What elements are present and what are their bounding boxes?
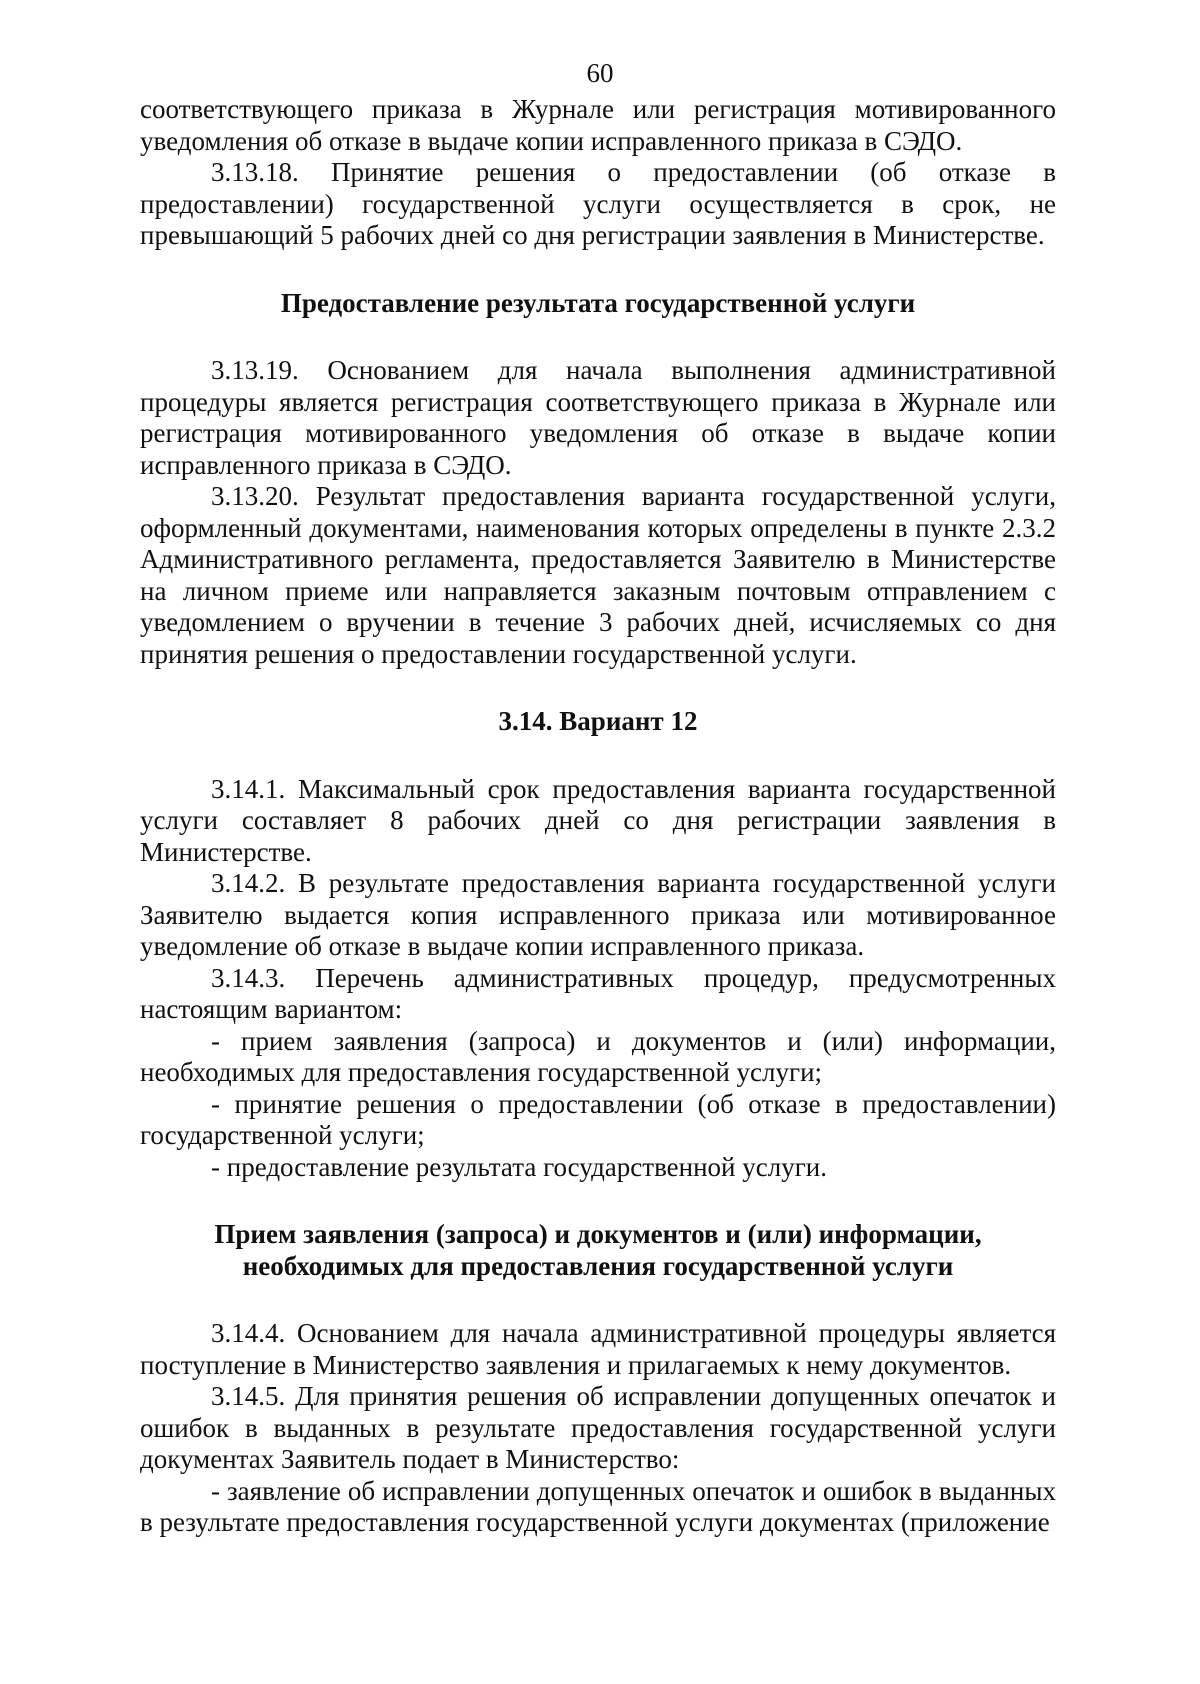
list-item: - предоставление результата государственной услуги. (211, 1151, 827, 1182)
document-body (140, 94, 1056, 1539)
page-number: 60 (586, 58, 614, 88)
list-item: - прием заявления (запроса) и документов и (или) информации, необходимых для предоставления государственной услуги; (140, 1025, 1056, 1087)
section-heading: 3.14. Вариант 12 (498, 706, 698, 736)
section-heading-line: необходимых для предоставления государственной услуги (242, 1250, 954, 1281)
paragraph: 3.14.1. Максимальный срок предоставления варианта государственной услуги составляет 8 рабочих дней со дня регистрации заявления в Министерстве. (140, 773, 1056, 867)
section-heading-line: Прием заявления (запроса) и документов и (или) информации, (214, 1219, 982, 1249)
list-item: - заявление об исправлении допущенных опечаток и ошибок в выданных в результате предоставления государственной услуги документах (приложение (140, 1475, 1056, 1537)
paragraph: 3.14.3. Перечень административных процедур, предусмотренных настоящим вариантом: (140, 962, 1056, 1024)
paragraph: 3.13.19. Основанием для начала выполнения административной процедуры является регистрация соответствующего приказа в Журнале или регистрация мотивированного уведомления об отказе в выдаче копии исправленного приказа в СЭДО. (140, 355, 1056, 480)
paragraph: 3.14.5. Для принятия решения об исправлении допущенных опечаток и ошибок в выданных в результате предоставления государственной услуги документах Заявитель подает в Министерство: (140, 1381, 1056, 1474)
paragraph: 3.13.18. Принятие решения о предоставлении (об отказе в предоставлении) государственной услуги осуществляется в срок, не превышающий 5 рабочих дней со дня регистрации заявления в Министерстве. (140, 157, 1056, 250)
paragraph: 3.13.20. Результат предоставления варианта государственной услуги, оформленный документами, наименования которых определены в пункте 2.3.2 Административного регламента, предоставляется Заявителю в Министерстве на личном приеме или направляется заказным почтовым отправлением с уведомлением о вручении в течение 3 рабочих дней, исчисляемых со дня принятия решения о предоставлении государственной услуги. (140, 481, 1056, 669)
paragraph: соответствующего приказа в Журнале или регистрация мотивированного уведомления об отказе в выдаче копии исправленного приказа в СЭДО. (140, 94, 1056, 156)
list-item: - принятие решения о предоставлении (об отказе в предоставлении) государственной услуги; (140, 1088, 1056, 1150)
paragraph: 3.14.4. Основанием для начала административной процедуры является поступление в Министерство заявления и прилагаемых к нему документов. (140, 1318, 1056, 1380)
paragraph: 3.14.2. В результате предоставления варианта государственной услуги Заявителю выдается копия исправленного приказа или мотивированное уведомление об отказе в выдаче копии исправленного приказа. (140, 868, 1056, 961)
section-heading: Предоставление результата государственной услуги (280, 287, 916, 318)
